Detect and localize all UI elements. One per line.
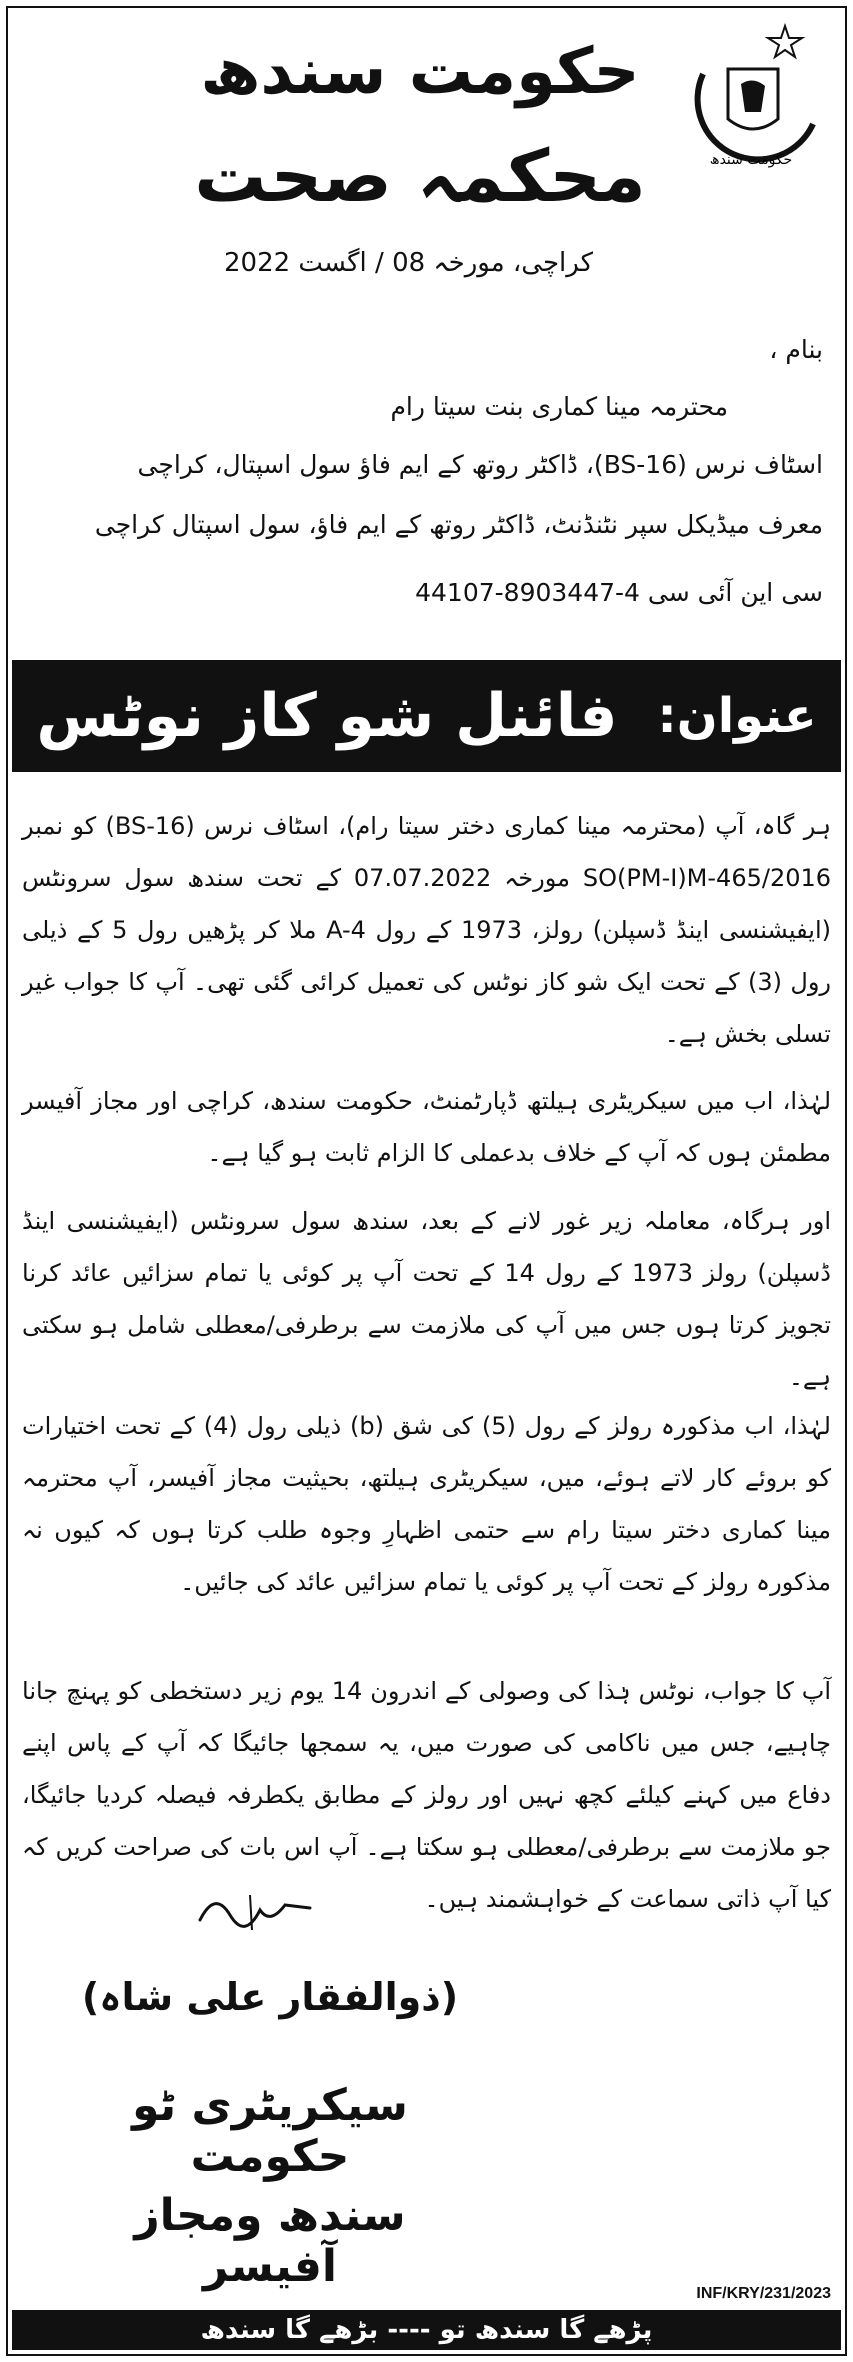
logo-caption: حکومت سندھ [709, 152, 793, 168]
paragraph-1: ہر گاہ، آپ (محترمہ مینا کماری دختر سیتا رام)، اسٹاف نرس (BS-16) کو نمبر SO(PM-I)M-465/2016 مورخہ 07.07.2022 کے تحت سندھ سول سرونٹس (ایفیشنسی اینڈ ڈسپلن) رولز، 1973 کے رول A-4 ملا کر پڑھیں رول 5 کے ذیلی رول (3) کے تحت ایک شو کاز نوٹس کی تعمیل کرائی گئی تھی۔ آپ کا جواب غیر تسلی بخش ہے۔ [22, 812, 832, 1048]
signatory-title-1: سیکریٹری ٹو حکومت [132, 2080, 408, 2182]
issue-date: کراچی، مورخہ 08 / اگست 2022 [224, 248, 593, 278]
footer-slogan: پڑھے گا سندھ تو ---- بڑھے گا سندھ [12, 2310, 841, 2350]
reference-number: INF/KRY/231/2023 [696, 2285, 831, 2302]
paragraph-4: لہٰذا، اب مذکورہ رولز کے رول (5) کی شق (b) ذیلی رول (4) کے تحت اختیارات کو بروئے کار لاتے ہوئے، میں، سیکریٹری ہیلتھ، بحیثیت مجاز آفیسر، آپ محترمہ مینا کماری دختر سیتا رام سے حتمی اظہارِ وجوہ طلب کرتا ہوں کہ کیوں نہ مذکورہ رولز کے تحت آپ پر کوئی یا تمام سزائیں عائد کی جائیں۔ [22, 1412, 831, 1596]
signatory-title-2: سندھ ومجاز آفیسر [134, 2190, 406, 2292]
header-government: حکومت سندھ [200, 35, 640, 109]
subject-label: عنوان: [657, 688, 817, 744]
sindh-government-logo [673, 14, 833, 184]
recipient-cnic: سی این آئی سی 4-8903447-44107 [415, 578, 823, 607]
recipient-designation: اسٹاف نرس (BS-16)، ڈاکٹر روتھ کے ایم فاؤ سول اسپتال، کراچی [137, 450, 823, 479]
subject-title: فائنل شو کاز نوٹس [36, 681, 618, 751]
signatory-name: (ذوالفقار علی شاہ) [81, 1975, 459, 2019]
recipient-name: محترمہ مینا کماری بنت سیتا رام [390, 392, 728, 421]
header-department: محکمہ صحت [194, 134, 646, 218]
paragraph-5: آپ کا جواب، نوٹس ہٰذا کی وصولی کے اندرون 14 یوم زیر دستخطی کو پہنچ جانا چاہیے، جس میں ناکامی کی صورت میں، یہ سمجھا جائیگا کہ آپ کے پاس اپنے دفاع میں کہنے کیلئے کچھ نہیں اور رولز کے مطابق یکطرفہ فیصلہ کردیا جائیگا، جو ملازمت سے برطرفی/معطلی ہو سکتا ہے۔ آپ اس بات کی صراحت کریں کہ کیا آپ ذاتی سماعت کے خواہشمند ہیں۔ [22, 1677, 832, 1913]
salutation: بنام ، [769, 335, 823, 364]
handwritten-signature [190, 1880, 320, 1940]
crest-icon [673, 14, 833, 184]
recipient-via: معرف میڈیکل سپر نٹنڈنٹ، ڈاکٹر روتھ کے ایم فاؤ، سول اسپتال کراچی [94, 510, 823, 539]
paragraph-3: اور ہرگاہ، معاملہ زیر غور لانے کے بعد، سندھ سول سرونٹس (ایفیشنسی اینڈ ڈسپلن) رولز 1973 کے رول 14 کے تحت آپ پر کوئی یا تمام سزائیں عائد کرنا تجویز کرتا ہوں جس میں آپ کی ملازمت سے برطرفی/معطلی شامل ہو سکتی ہے۔ [22, 1207, 831, 1391]
paragraph-2: لہٰذا، اب میں سیکریٹری ہیلتھ ڈپارٹمنٹ، حکومت سندھ، کراچی اور مجاز آفیسر مطمئن ہوں کہ آپ کے خلاف بدعملی کا الزام ثابت ہو گیا ہے۔ [22, 1087, 831, 1167]
subject-bar [12, 660, 841, 772]
